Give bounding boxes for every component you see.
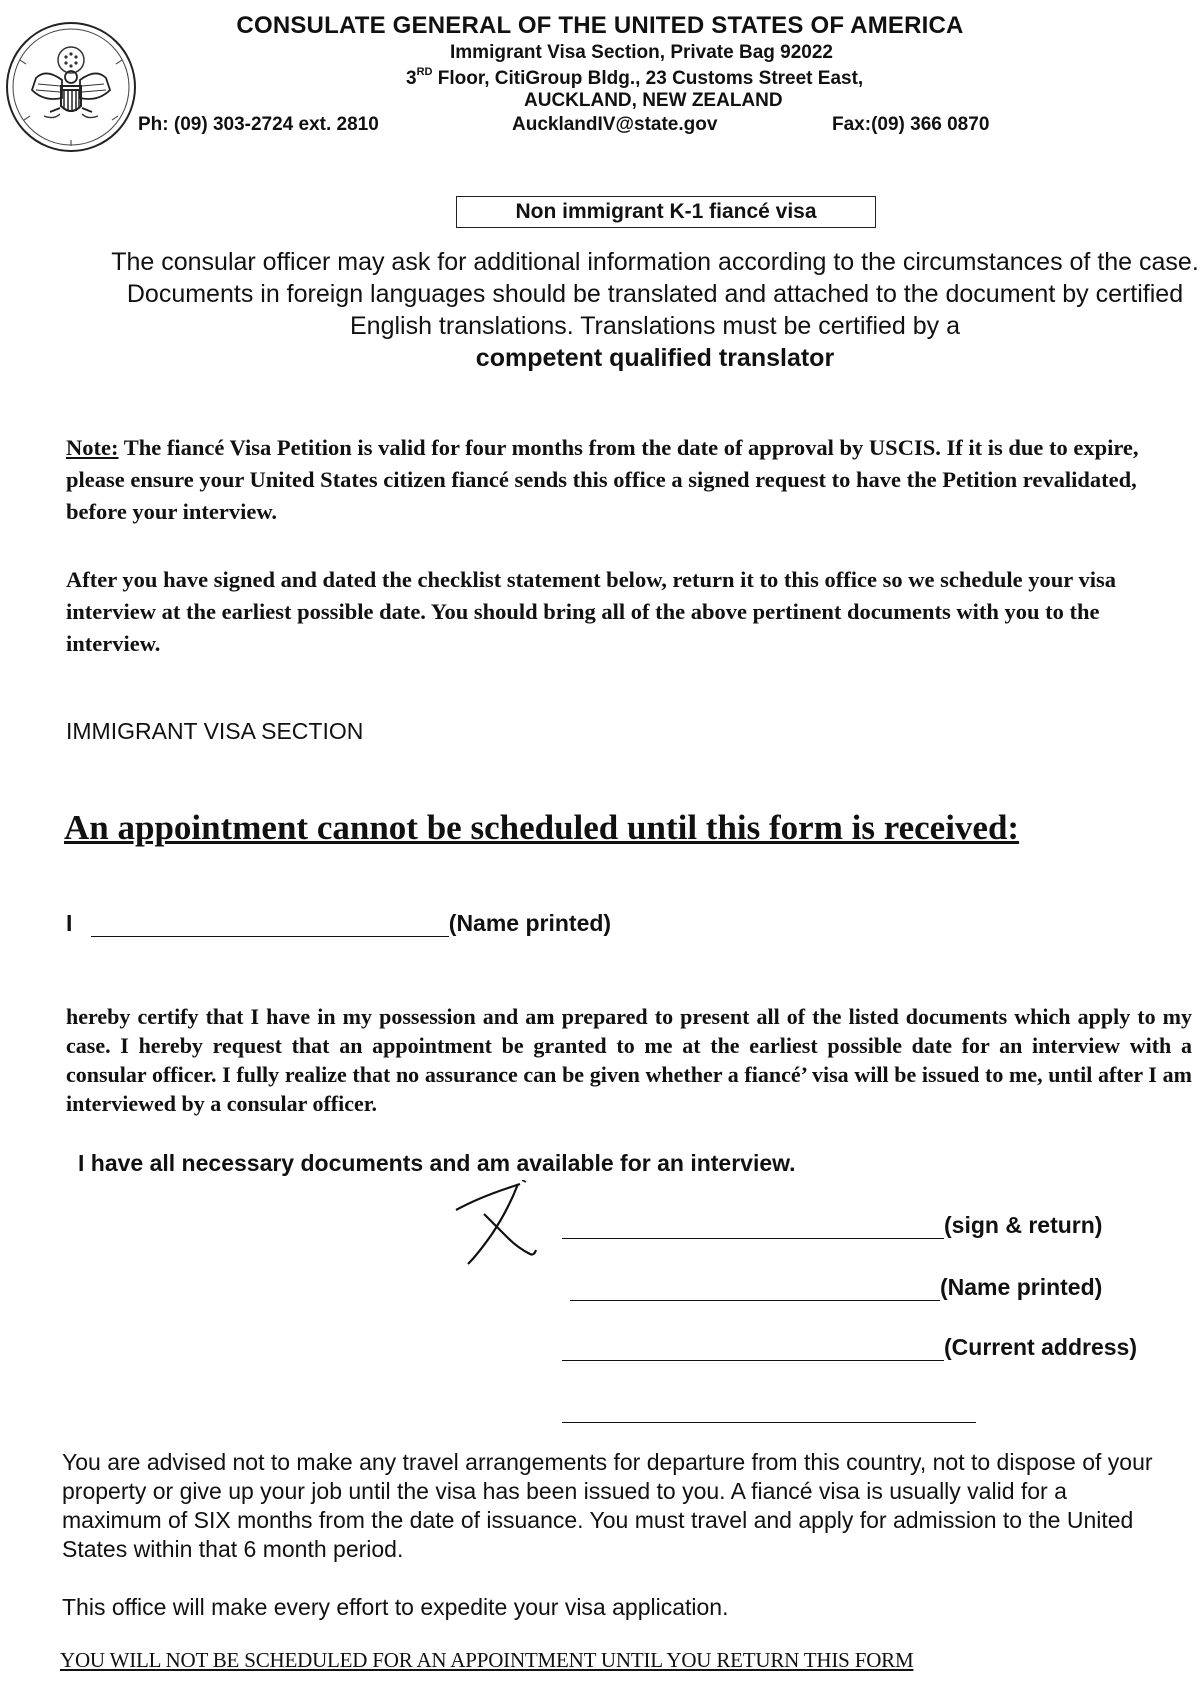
current-address-row	[562, 1334, 1137, 1361]
availability-statement: I have all necessary documents and am available for an interview.	[78, 1150, 796, 1176]
expedite-note: This office will make every effort to expedite your visa application.	[62, 1594, 729, 1620]
signature-name-label: (Name printed)	[940, 1274, 1103, 1300]
appointment-heading: An appointment cannot be scheduled until this form is received:	[64, 808, 1020, 847]
letterhead-title: CONSULATE GENERAL OF THE UNITED STATES OF AMERICA	[236, 12, 964, 39]
email-address: AucklandIV@state.gov	[512, 114, 718, 135]
signature-name-input-line[interactable]	[570, 1299, 940, 1301]
address-line-2-text: Floor, CitiGroup Bldg., 23 Customs Street East,	[437, 68, 864, 89]
signature-row	[562, 1212, 1102, 1239]
final-notice: YOU WILL NOT BE SCHEDULED FOR AN APPOINTMENT UNTIL YOU RETURN THIS FORM	[60, 1648, 914, 1672]
name-printed-row	[66, 910, 611, 937]
visa-type-box: Non immigrant K-1 fiancé visa	[456, 196, 876, 228]
handwritten-x-mark-icon	[448, 1180, 548, 1268]
floor-superscript: RD	[416, 66, 433, 78]
phone-number: Ph: (09) 303-2724 ext. 2810	[138, 114, 379, 135]
current-address-input-line[interactable]	[562, 1359, 944, 1361]
after-signing-paragraph: After you have signed and dated the checklist statement below, return it to this office so we schedule your visa interview at the earliest possible date. You should bring all of the above pertinent documents with you to the interview.	[66, 567, 1116, 656]
fax-number: Fax:(09) 366 0870	[832, 114, 990, 135]
address-line-1: Immigrant Visa Section, Private Bag 92022	[450, 42, 833, 63]
sign-return-label: (sign & return)	[944, 1212, 1103, 1238]
us-great-seal-icon	[4, 20, 138, 154]
section-label: IMMIGRANT VISA SECTION	[66, 718, 364, 744]
intro-text: The consular officer may ask for additional information according to the circumstances of the case. Documents in foreign languages should be translated and attached to the document by certified English translations. Translations must be certified by a	[111, 248, 1199, 340]
address-continuation-line[interactable]	[562, 1422, 976, 1423]
intro-emphasis: competent qualified translator	[475, 344, 835, 372]
signature-name-row	[570, 1274, 1102, 1301]
name-printed-label: (Name printed)	[448, 910, 612, 936]
travel-advice-paragraph: You are advised not to make any travel arrangements for departure from this country, not to dispose of your property or give up your job until the visa has been issued to you. A fiancé visa is usually valid for a maximum of SIX months from the date of issuance. You must travel and apply for admission to the United States within that 6 month period.	[62, 1449, 1153, 1562]
name-input-line[interactable]	[91, 935, 449, 937]
address-line-2	[406, 66, 863, 90]
current-address-label: (Current address)	[944, 1334, 1137, 1360]
floor-number: 3	[406, 68, 417, 89]
certification-paragraph: hereby certify that I have in my possession and am prepared to present all of the listed documents which apply to my case. I hereby request that an appointment be granted to me at the earliest possible date for an interview with a consular officer. I fully realize that no assurance can be given whether a fiancé’ visa will be issued to me, until after I am interviewed by a consular officer.	[66, 1004, 1192, 1116]
name-prefix: I	[66, 910, 73, 936]
note-label: Note:	[66, 435, 119, 460]
signature-input-line[interactable]	[562, 1237, 944, 1239]
address-line-3: AUCKLAND, NEW ZEALAND	[524, 90, 783, 111]
note-paragraph	[66, 432, 1192, 528]
intro-paragraph	[110, 246, 1200, 374]
note-text: The fiancé Visa Petition is valid for four months from the date of approval by USCIS. If it is due to expire, please ensure your United States citizen fiancé sends this office a signed request to have the Petition revalidated, before your interview.	[66, 435, 1139, 524]
